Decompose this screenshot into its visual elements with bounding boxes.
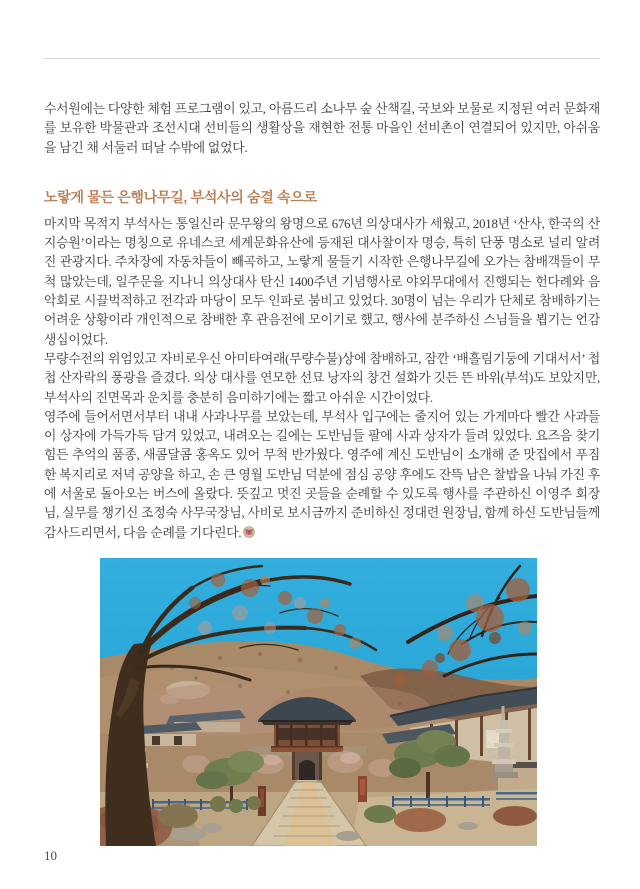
section-paragraph-3 xyxy=(44,408,600,543)
temple-photo xyxy=(100,558,537,846)
section-paragraph-1: 마지막 목적지 부석사는 통일신라 문무왕의 왕명으로 676년 의상대사가 세웠고, 2018년 ‘산사, 한국의 산지승원’이라는 명칭으로 유네스코 세계문화유산에 등재된 대사찰이자 명승, 특히 단풍 명소로 널리 알려진 관광지다. 주차장에 자동차들이 빼곡하고, 노랗게 물들기 시작한 은행나무길에 오가는 참배객들이 무척 많았는데, 일주문을 지나니 의상대사 탄신 1400주년 기념행사로 야외무대에서 진행되는 헌다례와 음악회로 시끌벅적하고 전각과 마당이 모두 인파로 붐비고 있었다. 30명이 넘는 우리가 단체로 참배하기는 어려운 상황이라 개인적으로 참배한 후 관음전에 모이기로 했고, 행사에 분주하신 스님들을 뵙기는 언감생심이었다. xyxy=(44,216,600,347)
article-body xyxy=(44,100,600,543)
section-paragraph-2: 무량수전의 위엄있고 자비로우신 아미타여래(무량수불)상에 참배하고, 잠깐 ‘배흘림기둥에 기대서서’ 첩첩 산자락의 풍광을 즐겼다. 의상 대사를 연모한 선묘 낭자의 창건 설화가 깃든 뜬 바위(부석)도 보았지만, 부석사의 진면목과 운치를 충분히 음미하기에는 짧고 아쉬운 시간이었다. xyxy=(44,351,600,405)
header-divider xyxy=(44,58,600,59)
paragraph-text: 영주에 들어서면서부터 내내 사과나무를 보았는데, 부석사 입구에는 줄지어 있는 가게마다 빨간 사과들이 상자에 가득가득 담겨 있었고, 내려오는 길에는 도반님들 팔에 사과 상자가 들려 있었다. 요즈음 찾기 힘든 추억의 품종, 새콤달콤 홍옥도 있어 무척 반가웠다. 영주에 계신 도반님이 소개해 준 맛집에서 푸짐한 복지리로 저녁 공양을 하고, 손 큰 영월 도반님 덕분에 점심 공양 후에도 잔뜩 남은 찰밥을 나눠 가진 후에 서울로 돌아오는 버스에 올랐다. 뜻깊고 멋진 곳들을 순례할 수 있도록 행사를 주관하신 이영주 회장님, 실무를 챙기신 조정숙 사무국장님, 사비로 보시금까지 준비하신 정대련 원장님, 함께 하신 도반님들께 감사드리면서, 다음 순례를 기다린다. xyxy=(44,409,600,540)
section-heading: 노랗게 물든 은행나무길, 부석사의 숨결 속으로 xyxy=(44,188,317,205)
page-number: 10 xyxy=(44,848,57,863)
temple-photo-illustration xyxy=(100,558,537,846)
lotus-endmark-icon xyxy=(243,525,255,537)
intro-paragraph: 수서원에는 다양한 체험 프로그램이 있고, 아름드리 소나무 숲 산책길, 국보와 보물로 지정된 여러 문화재를 보유한 박물관과 조선시대 선비들의 생활상을 재현한 전통 마을인 선비촌이 연결되어 있지만, 아쉬움을 남긴 채 서둘러 떠날 수밖에 없었다. xyxy=(44,102,600,155)
